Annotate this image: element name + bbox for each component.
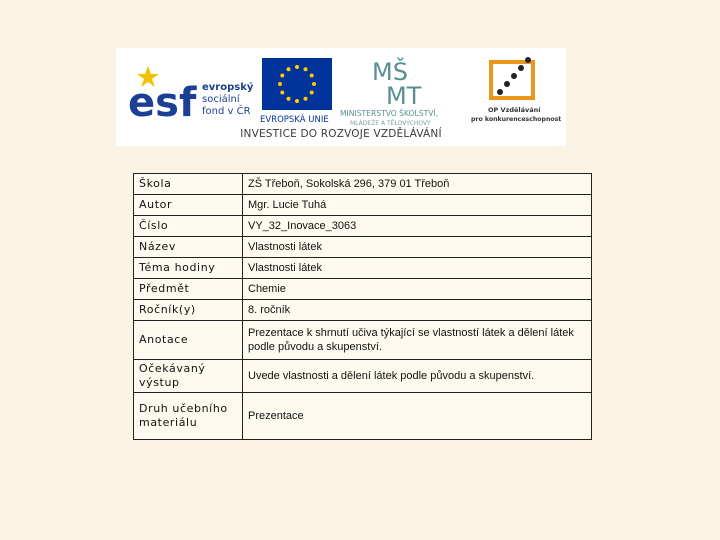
eu-star-icon <box>278 82 282 86</box>
esf-letters: esf <box>128 80 197 126</box>
table-row <box>134 279 592 300</box>
table-row <box>134 216 592 237</box>
esf-line-3: fond v ČR <box>202 106 251 117</box>
row-value: Prezentace <box>243 393 592 440</box>
eu-star-icon <box>310 74 314 78</box>
op-logo <box>466 54 566 130</box>
row-label: Ročník(y) <box>134 300 243 321</box>
row-label: Druh učebního materiálu <box>134 393 243 440</box>
esf-line-2: sociální <box>202 94 240 105</box>
eu-star-icon <box>280 74 284 78</box>
table-row <box>134 321 592 360</box>
eu-flag-logo <box>258 56 338 128</box>
table-row <box>134 174 592 195</box>
eu-caption: EVROPSKÁ UNIE <box>260 115 329 125</box>
tagline: INVESTICE DO ROZVOJE VZDĚLÁVÁNÍ <box>240 128 442 140</box>
eu-star-icon <box>287 97 291 101</box>
logo-banner <box>116 48 566 146</box>
row-label: Škola <box>134 174 243 195</box>
row-label: Název <box>134 237 243 258</box>
row-value: Uvede vlastnosti a dělení látek podle původu a skupenství. <box>243 360 592 393</box>
esf-logo <box>126 54 254 126</box>
row-label: Předmět <box>134 279 243 300</box>
row-value: Vlastnosti látek <box>243 258 592 279</box>
row-label: Anotace <box>134 321 243 360</box>
eu-star-icon <box>304 97 308 101</box>
table-row <box>134 195 592 216</box>
row-label: Autor <box>134 195 243 216</box>
row-value: Prezentace k shrnutí učiva týkající se vlastností látek a dělení látek podle původu a skupenství. <box>243 321 592 360</box>
eu-star-icon <box>304 67 308 71</box>
eu-star-icon <box>310 91 314 95</box>
row-label: Téma hodiny <box>134 258 243 279</box>
msmt-letters-top: MŠ <box>372 58 408 86</box>
table-row <box>134 360 592 393</box>
table-row <box>134 393 592 440</box>
op-line-2: pro konkurenceschopnost <box>471 116 562 123</box>
table-row <box>134 300 592 321</box>
msmt-logo <box>340 54 465 130</box>
row-value: Mgr. Lucie Tuhá <box>243 195 592 216</box>
row-value: Vlastnosti látek <box>243 237 592 258</box>
row-label: Očekávaný výstup <box>134 360 243 393</box>
row-value: 8. ročník <box>243 300 592 321</box>
eu-star-icon <box>312 82 316 86</box>
eu-star-icon <box>295 65 299 69</box>
row-label: Číslo <box>134 216 243 237</box>
msmt-letters-bottom: MT <box>386 82 422 110</box>
table-row <box>134 237 592 258</box>
row-value: ZŠ Třeboň, Sokolská 296, 379 01 Třeboň <box>243 174 592 195</box>
msmt-line-2: MLÁDEŽE A TĚLOVÝCHOVY <box>350 120 431 127</box>
row-value: VY_32_Inovace_3063 <box>243 216 592 237</box>
msmt-line-1: MINISTERSTVO ŠKOLSTVÍ, <box>340 109 439 118</box>
eu-star-icon <box>295 99 299 103</box>
eu-star-icon <box>287 67 291 71</box>
op-line-1: OP Vzdělávání <box>488 106 541 114</box>
row-value: Chemie <box>243 279 592 300</box>
esf-line-1: evropský <box>202 82 254 93</box>
table-row <box>134 258 592 279</box>
info-table <box>133 173 592 440</box>
eu-star-icon <box>280 91 284 95</box>
